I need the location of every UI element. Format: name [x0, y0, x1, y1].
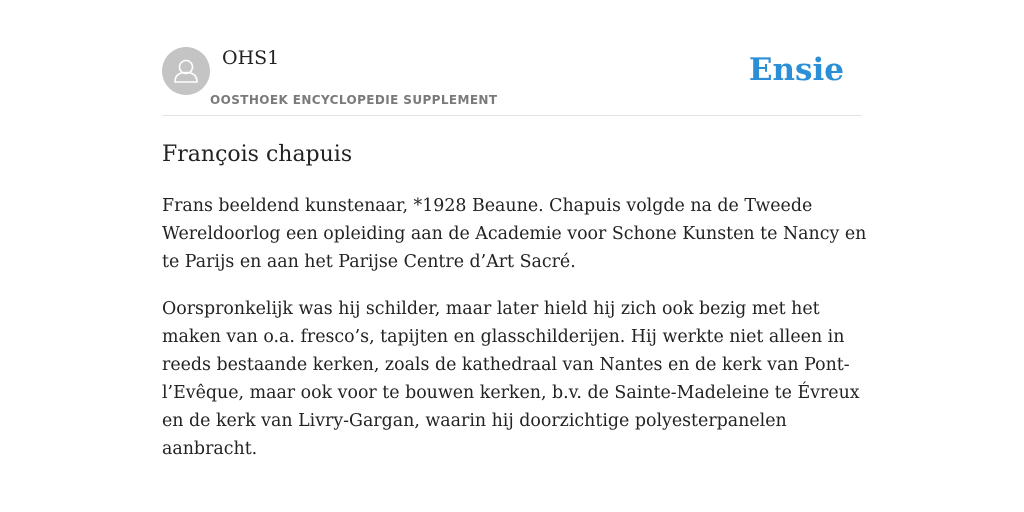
avatar[interactable]: [162, 47, 210, 95]
user-name-link[interactable]: OHS1: [222, 47, 280, 69]
page-header: [162, 0, 862, 116]
brand-logo[interactable]: Ensie: [748, 52, 844, 88]
article-body: [162, 192, 868, 482]
user-icon: [162, 47, 210, 95]
page-title: François chapuis: [162, 142, 353, 167]
article-paragraph: Frans beeldend kunstenaar, *1928 Beaune. Chapuis volgde na de Tweede Wereldoorlog een opleiding aan de Academie voor Schone Kunsten te Nancy en te Parijs en aan het Parijse Centre d’Art Sacré.: [162, 196, 867, 272]
article-paragraph: Oorspronkelijk was hij schilder, maar later hield hij zich ook bezig met het maken van o.a. fresco’s, tapijten en glasschilderijen. Hij werkte niet alleen in reeds bestaande kerken, zoals de kathedraal van Nantes en de kerk van Pont-l’Evêque, maar ook voor te bouwen kerken, b.v. de Sainte-Madeleine te Évreux en de kerk van Livry-Gargan, waarin hij doorzichtige polyesterpanelen aanbracht.: [162, 299, 860, 459]
source-label[interactable]: OOSTHOEK ENCYCLOPEDIE SUPPLEMENT: [210, 93, 498, 107]
